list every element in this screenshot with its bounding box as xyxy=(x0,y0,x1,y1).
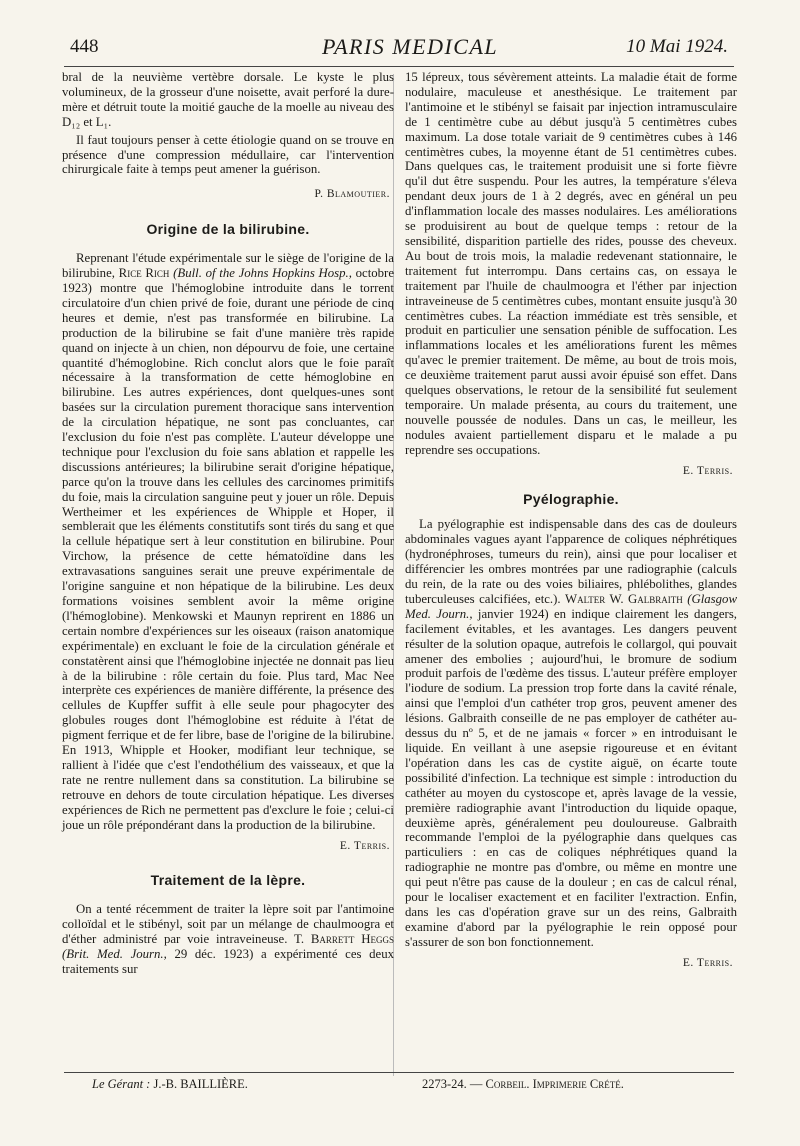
citation: (Brit. Med. Journ., xyxy=(62,947,167,962)
right-column xyxy=(405,70,737,971)
author-name: Walter W. Galbraith xyxy=(565,591,683,606)
text: On a tenté récemment de traiter la lèpre soit par l'antimoine colloïdal et le stibényl, soit par un mélange de chaulmoogra et d'éther administré par voie intraveineuse. T. xyxy=(62,902,394,947)
paragraph xyxy=(62,251,394,832)
citation: (Bull. of the Johns Hopkins Hosp., xyxy=(173,266,352,281)
publisher-credit xyxy=(92,1077,248,1092)
text: 29 déc. 1923) a expérimenté ces deux traitements sur xyxy=(62,947,394,976)
footer-rule xyxy=(64,1072,734,1073)
section-heading: Traitement de la lèpre. xyxy=(150,872,306,889)
citation: (Glasgow Med. Journ., xyxy=(405,591,737,621)
author-name: Rice Rich xyxy=(118,266,170,281)
left-column xyxy=(62,70,394,977)
paragraph: 15 lépreux, tous sévèrement atteints. La maladie était de forme nodulaire, maculeuse et anesthésique. Le traitement par l'antimoine et le stibényl se faisait par injection intramusculaire de 1 centimètre cube au début jusqu'à 5 centimètres cubes maximum. La dose totale variait de 9 centimètres cubes à 146 centimètres cubes, la moyenne étant de 51 centimètres cubes. Dans quelques cas, le traitement produisit une si forte fièvre qu'il dut être suspendu. Pour les autres, la température s'éleva pendant deux jours de 1 à 2 degrés, avec en général un peu d'inflammation locale des masses nodulaires. Les améliorations se produisirent au bout de quelque temps : retour de la sensibilité, disparition partielle des rides, pousse des cheveux. Au bout de trois mois, la maladie redevenant stationnaire, le traitement fut interrompu. Dans certains cas, on essaya le traitement par l'huile de chaulmoogra et l'éther par injection intraveineuse de 5 centimètres cubes, montant ensuite jusqu'à 30 centimètres cubes. La réaction immédiate est très sensible, et produit en particulier une sensation pénible de suffocation. Les inflammations locales et les améliorations furent les mêmes qu'avec le premier traitement. De même, au bout de trois mois, ce deuxième traitement parut aussi avoir épuisé son effet. Dans quelques observations, le retour de la sensibilité fut seulement temporaire. Un malade présenta, au cours du traitement, une nouvelle poussée de nodules. Dans un cas, le meilleur, les nodules avaient partiellement disparu et le malade a pu reprendre ses occupations. xyxy=(405,70,737,457)
paragraph xyxy=(405,517,737,949)
text: La pyélographie est indispensable dans des cas de douleurs abdominales vagues ayant l'apparence de coliques néphrétiques (hydronéphroses, tumeurs du rein), ainsi que pour localiser et différencier les ombres montrées par une radiographie (calculs du rein, de la rate ou des voies biliaires, phlébolithes, glandes tuberculeuses calcifiées, etc.). xyxy=(405,517,737,606)
author-signature: E. Terris. xyxy=(682,464,733,477)
gerant-name: J.-B. BAILLIÈRE. xyxy=(153,1077,248,1091)
page-number: 448 xyxy=(70,36,99,57)
text: janvier 1924) en indique clairement les dangers, facilement évitables, et les avantages. Les dangers peuvent résulter de la solution opaque, autrefois le collargol, qui pouvait amener des embolies ; aujourd'hui, le bromure de sodium produit parfois de l'œdème des tissus. L'auteur préfère employer l'iodure de sodium. La pression trop forte dans la cavité rénale, ainsi que l'emploi d'un cathéter trop gros, peuvent amener des lésions. Galbraith conseille de ne pas employer de cathéter au-dessus du nº 5, et de ne jamais « forcer » en introduisant le liquide. En veillant à une asepsie rigoureuse et en évitant l'opération dans les cas de cystite aiguë, on écarte toute possibilité d'infection. La technique est simple : introduction du cathéter au moyen du cystoscope et, après lavage de la vessie, première radiographie avant l'introduction du liquide opaque, deuxième après, généralement peu douloureuse. Galbraith recommande l'emploi de la pyélographie dans quelques cas particuliers : en cas de coliques néphrétiques quand la radiographie ne montre pas d'ombre, ou même en montre une qui peut n'être pas cause de la douleur ; en cas de calcul rénal, pour le localiser exactement et en faciliter l'extraction. Enfin, dans les cas d'opération grave sur un des reins, Galbraith examine d'abord par la pyélographie le rein opposé pour s'assurer de son bon fonctionnement. xyxy=(405,606,737,949)
paragraph: Il faut toujours penser à cette étiologie quand on se trouve en présence d'une compression médullaire, car l'intervention chirurgicale faite à temps peut amener la guérison. xyxy=(62,132,394,177)
journal-title: PARIS MEDICAL xyxy=(322,34,499,59)
author-signature: E. Terris. xyxy=(682,956,733,969)
issue-date: 10 Mai 1924. xyxy=(626,36,728,57)
author-name: Barrett Heggs xyxy=(310,932,394,947)
header-rule xyxy=(64,66,734,67)
text: Reprenant l'étude expérimentale sur le siège de l'origine de la bilirubine, xyxy=(62,251,394,281)
paragraph: bral de la neuvième vertèbre dorsale. Le kyste le plus volumineux, de la grosseur d'une noisette, avait perforé la dure-mère et détruit toute la moitié gauche de la moelle au niveau des D₁₂ et L₁. xyxy=(62,70,394,129)
section-heading: Origine de la bilirubine. xyxy=(146,221,310,238)
paragraph xyxy=(62,902,394,977)
printer-credit: 2273-24. — Corbeil. Imprimerie Crété. xyxy=(422,1077,624,1091)
author-signature: P. Blamoutier. xyxy=(314,188,390,201)
gerant-label: Le Gérant : xyxy=(92,1077,151,1091)
text: octobre 1923) montre que l'hémoglobine introduite dans le torrent circulatoire d'un chien privé de foie, durant une période de cinq heures et demie, n'est pas transformée en bilirubine. La production de la bilirubine se fait d'une manière très rapide quand on injecte à un chien, non dépourvu de foie, une certaine quantité d'hémoglobine. Rich conclut alors que le foie paraît nécessaire à la transformation de cette hémoglobine en bilirubine. Les autres expériences, dont quelques-unes sont basées sur la circulation purement thoracique sans intervention de la circulation hépatique, ne sont pas concluantes, car l'exclusion du foie n'est pas complète. L'auteur développe une technique pour l'exclusion du foie sans ablation et rappelle les discussions antérieures; la bilirubine serait d'origine hépatique, parce qu'on la trouve dans les cellules des carcinomes primitifs du foie, mais la circulation sanguine peut y jouer un rôle. Depuis Wertheimer et les expériences de Whipple et Hoper, il semblerait que les éléments constitutifs sont tirés du sang et que la cellule hépatique sert à leur constitution en bilirubine. Pour Virchow, la présence de cette hématoïdine dans les extravasations sanguines serait une preuve expérimentale de l'origine sanguine et non hépatique de la bilirubine. Les deux formations voisines semblent avoir la même origine (l'hémoglobine). Menkowski et Maunyn reprirent en 1886 un certain nombre d'expériences sur les oiseaux (raison anatomique expérimentale) en excluant le foie de la circulation générale et constatèrent ainsi que l'hémoglobine injectée ne donnait pas lieu à de la bilirubine : rôle certain du foie. Plus tard, Mac Nee interprète ces expériences de manière différente, la présence des cellules de Kupffer suffit à elle seule pour phagocyter des globules rouges dont l'hémoglobine est réduite à l'état de pigment ferrique et de fer libre, base de l'origine de la bilirubine. En 1913, Whipple et Hooker, modifiant leur technique, se rallient à l'idée que c'est l'endothélium des vaisseaux, et que la rate ne rentre nullement dans sa constitution. La bilirubine se retrouve en dehors de toute circulation hépatique. Les diverses expériences de Rich ne permettent pas d'exclure le foie ; celui-ci joue un rôle prépondérant dans la production de la bilirubine. xyxy=(62,266,394,832)
author-signature: E. Terris. xyxy=(339,839,390,852)
section-heading: Pyélographie. xyxy=(523,491,619,508)
